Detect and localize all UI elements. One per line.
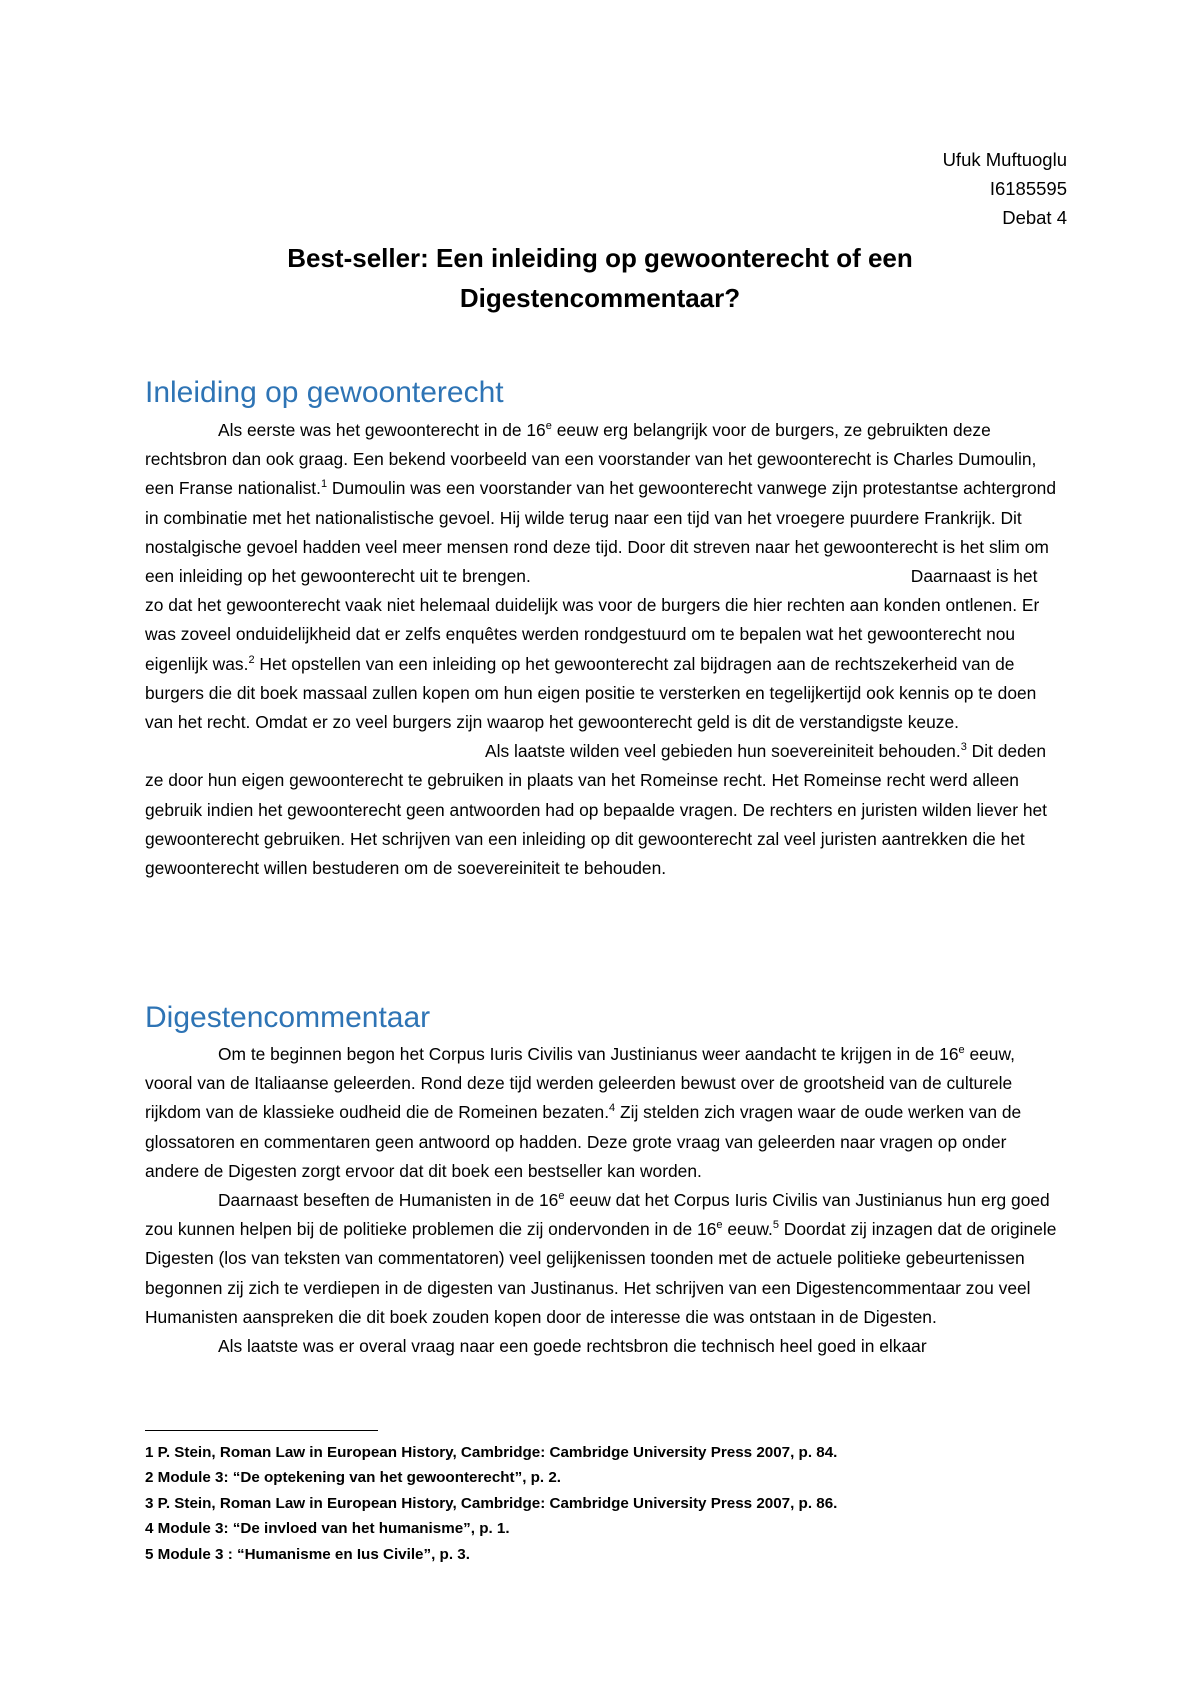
text-run: Daarnaast is het zo dat het gewoonterecht vaak niet helemaal duidelijk was voor de burgers die hier rechten aan konden ontlenen. Er was zoveel onduidelijkheid dat er zelfs enquêtes werden rondgestuurd om te bepalen wat het gewoonterecht nou eigenlijk was.: [145, 566, 1040, 674]
text-run: Om te beginnen begon het Corpus Iuris Civilis van Justinianus weer aandacht te krijgen in de 16: [218, 1044, 959, 1064]
author-name: Ufuk Muftuoglu: [942, 149, 1067, 170]
footnote-ref-4: 4: [609, 1102, 616, 1115]
text-run: Dit deden ze door hun eigen gewoonterecht te gebruiken in plaats van het Romeinse recht. Het Romeinse recht werd alleen gebruik indien het gewoonterecht geen antwoorden had op bepaalde vragen. De rechters en juristen wilden liever het gewoonterecht gebruiken. Het schrijven van een inleiding op dit gewoonterecht zal veel juristen aantrekken die het gewoonterecht willen bestuderen om de soevereiniteit te behouden.: [145, 741, 1048, 879]
text-run: Als laatste wilden veel gebieden hun soevereiniteit behouden.: [485, 741, 961, 762]
footnote-separator: [145, 1430, 378, 1431]
footnote-5: 5 Module 3 : “Humanisme en Ius Civile”, p. 3.: [145, 1545, 470, 1563]
text-run: Het opstellen van een inleiding op het gewoonterecht zal bijdragen aan de rechtszekerheid van de burgers die dit boek massaal zullen kopen om hun eigen positie te versterken en tegelijkertijd ook kennis op te doen van het recht. Omdat er zo veel burgers zijn waarop het gewoonterecht geld is dit de verstandigste keuze.: [145, 653, 1037, 733]
footnote-ref-5: 5: [772, 1219, 779, 1232]
text-run: Zij stelden zich vragen waar de oude werken van de glossatoren en commentaren geen antwoord op hadden. Deze grote vraag van geleerden naar vragen op onder andere de Digesten zorgt ervoor dat dit boek een bestseller kan worden.: [145, 1102, 1022, 1181]
section-digestencommentaar: [145, 1040, 1057, 1361]
text-run: Als laatste was er overal vraag naar een goede rechtsbron die technisch heel goed in elkaar: [218, 1336, 927, 1357]
text-run: Daarnaast beseften de Humanisten in de 16: [218, 1190, 559, 1211]
footnote-ref-1: 1: [320, 478, 328, 491]
section-heading-digestencommentaar: Digestencommentaar: [145, 1001, 431, 1034]
text-run: eeuw dat het Corpus Iuris Civilis van Justinianus hun erg goed zou kunnen helpen bij de politieke problemen die zij ondervonden in de 16: [145, 1190, 1050, 1240]
section-heading-gewoonterecht: Inleiding op gewoonterecht: [145, 376, 504, 409]
section-gewoonterecht: [145, 416, 1057, 883]
assignment-label: Debat 4: [1002, 207, 1067, 228]
superscript: e: [558, 1190, 565, 1203]
text-run: eeuw, vooral van de Italiaanse geleerden. Rond deze tijd werden geleerden bewust over de grootsheid van de culturele rijkdom van de klassieke oudheid die de Romeinen bezaten.: [145, 1044, 1015, 1123]
paragraph: [145, 1040, 1057, 1186]
document-title-line-1: Best-seller: Een inleiding op gewoonterecht of een: [287, 243, 913, 273]
document-title-line-2: Digestencommentaar?: [459, 283, 741, 313]
paragraph: [145, 1332, 1057, 1361]
superscript: e: [716, 1219, 723, 1232]
footnotes: [145, 1440, 837, 1567]
footnote-2: 2 Module 3: “De optekening van het gewoonterecht”, p. 2.: [145, 1469, 562, 1487]
text-run: Doordat zij inzagen dat de originele Digesten (los van teksten van commentatoren) veel gelijkenissen toonden met de actuele politieke gebeurtenissen begonnen zij zich te verdiepen in de digesten van Justinanus. Het schrijven van een Digestencommentaar zou veel Humanisten aanspreken die dit boek zouden kopen door de interesse die was ontstaan in de Digesten.: [145, 1219, 1057, 1327]
document-title: [145, 238, 1055, 318]
paragraph: [145, 416, 1057, 883]
author-header: [943, 145, 1067, 232]
text-run: eeuw.: [722, 1219, 773, 1240]
footnote-ref-2: 2: [248, 653, 255, 666]
footnote-4: 4 Module 3: “De invloed van het humanisme”, p. 1.: [145, 1520, 510, 1538]
student-id: I6185595: [989, 178, 1067, 199]
footnote-1: 1 P. Stein, Roman Law in European History, Cambridge: Cambridge University Press 2007, p. 84.: [145, 1444, 838, 1461]
footnote-ref-3: 3: [960, 741, 967, 754]
superscript: e: [958, 1044, 965, 1057]
superscript: e: [545, 420, 552, 433]
text-run: eeuw erg belangrijk voor de burgers, ze gebruikten deze rechtsbron dan ook graag. Een bekend voorbeeld van een voorstander van het gewoonterecht is Charles Dumoulin, een Franse nationalist.: [145, 420, 1037, 499]
paragraph: [145, 1186, 1057, 1332]
footnote-3: 3 P. Stein, Roman Law in European History, Cambridge: Cambridge University Press 2007, p. 86.: [145, 1494, 838, 1512]
text-run: Dumoulin was een voorstander van het gewoonterecht vanwege zijn protestantse achtergrond in combinatie met het nationalistische gevoel. Hij wilde terug naar een tijd van het vroegere puurdere Frankrijk. Dit nostalgische gevoel hadden veel meer mensen rond deze tijd. Door dit streven naar het gewoonterecht is het slim om een inleiding op het gewoonterecht uit te brengen.: [145, 478, 1056, 587]
text-run: Als eerste was het gewoonterecht in de 16: [218, 420, 546, 440]
